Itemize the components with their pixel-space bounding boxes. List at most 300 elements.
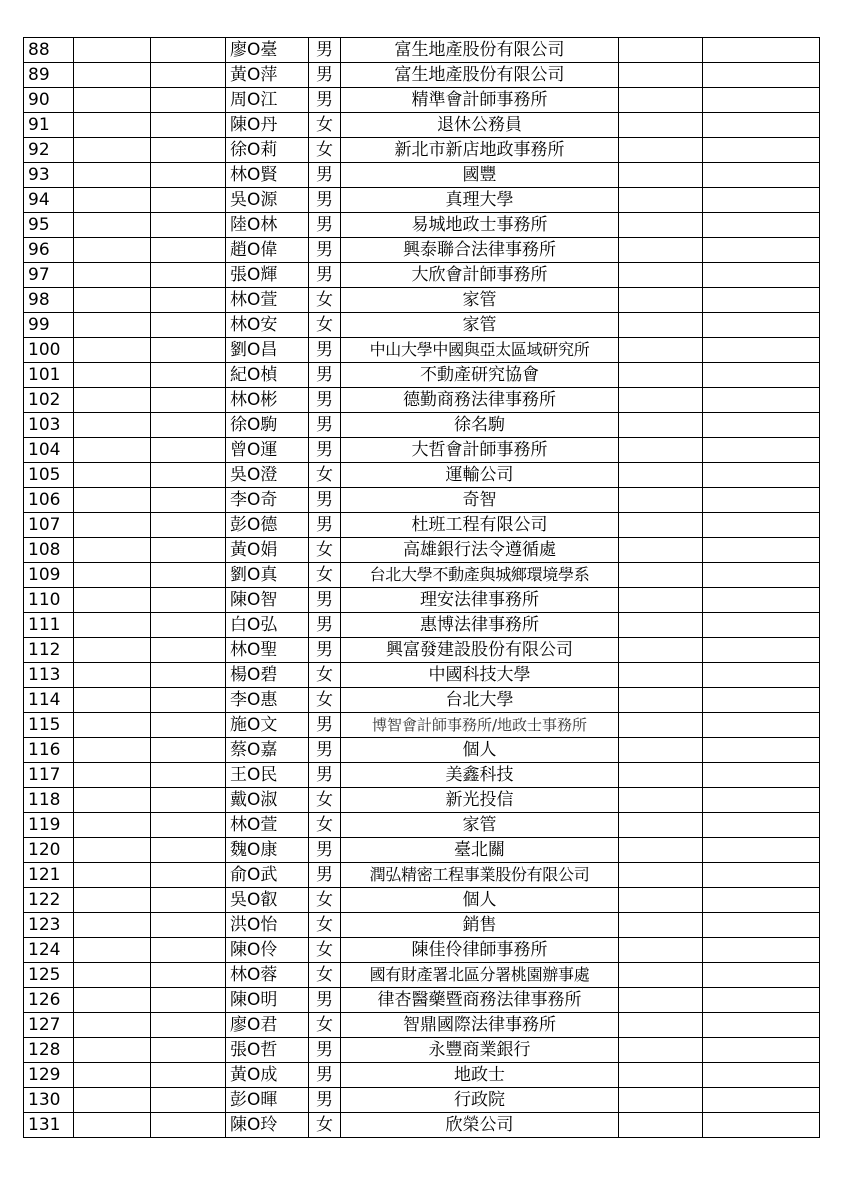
person-sex: 男 — [309, 413, 341, 438]
table-row — [24, 838, 820, 863]
row-number: 114 — [24, 688, 74, 713]
table-row — [24, 513, 820, 538]
blank-cell — [703, 913, 820, 938]
table-row — [24, 938, 820, 963]
blank-cell — [151, 263, 226, 288]
table-row — [24, 588, 820, 613]
person-organization: 奇智 — [341, 488, 619, 513]
table-row — [24, 763, 820, 788]
blank-cell — [703, 838, 820, 863]
blank-cell — [151, 363, 226, 388]
blank-cell — [619, 613, 703, 638]
person-organization: 新北市新店地政事務所 — [341, 138, 619, 163]
person-sex: 男 — [309, 88, 341, 113]
person-sex: 男 — [309, 738, 341, 763]
blank-cell — [74, 1113, 151, 1138]
table-row — [24, 438, 820, 463]
row-number: 131 — [24, 1113, 74, 1138]
person-sex: 女 — [309, 563, 341, 588]
table-row — [24, 138, 820, 163]
blank-cell — [619, 263, 703, 288]
person-name: 吳O源 — [226, 188, 309, 213]
blank-cell — [74, 838, 151, 863]
table-row — [24, 688, 820, 713]
blank-cell — [619, 1038, 703, 1063]
person-organization: 博智會計師事務所/地政士事務所 — [341, 713, 619, 738]
blank-cell — [619, 63, 703, 88]
table-row — [24, 88, 820, 113]
row-number: 117 — [24, 763, 74, 788]
person-organization: 興泰聯合法律事務所 — [341, 238, 619, 263]
person-name: 魏O康 — [226, 838, 309, 863]
blank-cell — [74, 388, 151, 413]
blank-cell — [74, 863, 151, 888]
blank-cell — [619, 763, 703, 788]
table-row — [24, 613, 820, 638]
person-sex: 男 — [309, 213, 341, 238]
table-row — [24, 38, 820, 63]
blank-cell — [619, 838, 703, 863]
table-row — [24, 738, 820, 763]
blank-cell — [703, 663, 820, 688]
person-organization: 台北大學 — [341, 688, 619, 713]
blank-cell — [703, 288, 820, 313]
person-name: 林O安 — [226, 313, 309, 338]
person-name: 劉O昌 — [226, 338, 309, 363]
person-sex: 女 — [309, 138, 341, 163]
person-organization: 富生地產股份有限公司 — [341, 38, 619, 63]
person-name: 楊O碧 — [226, 663, 309, 688]
blank-cell — [151, 188, 226, 213]
blank-cell — [151, 413, 226, 438]
row-number: 98 — [24, 288, 74, 313]
blank-cell — [151, 1113, 226, 1138]
blank-cell — [703, 163, 820, 188]
person-sex: 女 — [309, 663, 341, 688]
person-sex: 男 — [309, 163, 341, 188]
person-organization: 個人 — [341, 888, 619, 913]
row-number: 126 — [24, 988, 74, 1013]
blank-cell — [151, 63, 226, 88]
person-organization: 精準會計師事務所 — [341, 88, 619, 113]
row-number: 92 — [24, 138, 74, 163]
person-sex: 男 — [309, 263, 341, 288]
blank-cell — [74, 363, 151, 388]
row-number: 122 — [24, 888, 74, 913]
blank-cell — [619, 988, 703, 1013]
person-sex: 男 — [309, 438, 341, 463]
blank-cell — [151, 38, 226, 63]
person-organization: 新光投信 — [341, 788, 619, 813]
roster-body — [24, 38, 820, 1138]
person-sex: 男 — [309, 363, 341, 388]
blank-cell — [619, 488, 703, 513]
row-number: 127 — [24, 1013, 74, 1038]
table-row — [24, 188, 820, 213]
blank-cell — [74, 538, 151, 563]
blank-cell — [151, 763, 226, 788]
blank-cell — [74, 413, 151, 438]
blank-cell — [151, 213, 226, 238]
person-organization: 大哲會計師事務所 — [341, 438, 619, 463]
person-organization: 家管 — [341, 813, 619, 838]
blank-cell — [151, 613, 226, 638]
blank-cell — [151, 888, 226, 913]
row-number: 123 — [24, 913, 74, 938]
table-row — [24, 1063, 820, 1088]
blank-cell — [703, 88, 820, 113]
person-sex: 女 — [309, 538, 341, 563]
person-sex: 男 — [309, 1038, 341, 1063]
table-row — [24, 988, 820, 1013]
blank-cell — [74, 263, 151, 288]
blank-cell — [151, 738, 226, 763]
blank-cell — [703, 513, 820, 538]
blank-cell — [703, 388, 820, 413]
person-organization: 行政院 — [341, 1088, 619, 1113]
row-number: 110 — [24, 588, 74, 613]
table-row — [24, 963, 820, 988]
row-number: 99 — [24, 313, 74, 338]
blank-cell — [703, 638, 820, 663]
blank-cell — [619, 388, 703, 413]
row-number: 106 — [24, 488, 74, 513]
table-row — [24, 388, 820, 413]
blank-cell — [703, 213, 820, 238]
table-row — [24, 288, 820, 313]
blank-cell — [619, 213, 703, 238]
blank-cell — [151, 913, 226, 938]
blank-cell — [151, 1088, 226, 1113]
blank-cell — [619, 563, 703, 588]
person-organization: 中國科技大學 — [341, 663, 619, 688]
person-name: 廖O臺 — [226, 38, 309, 63]
blank-cell — [151, 563, 226, 588]
blank-cell — [619, 713, 703, 738]
row-number: 96 — [24, 238, 74, 263]
blank-cell — [74, 188, 151, 213]
blank-cell — [703, 188, 820, 213]
person-organization: 永豐商業銀行 — [341, 1038, 619, 1063]
row-number: 104 — [24, 438, 74, 463]
person-organization: 運輸公司 — [341, 463, 619, 488]
table-row — [24, 1088, 820, 1113]
row-number: 125 — [24, 963, 74, 988]
person-name: 黃O萍 — [226, 63, 309, 88]
blank-cell — [74, 1013, 151, 1038]
blank-cell — [619, 538, 703, 563]
row-number: 102 — [24, 388, 74, 413]
blank-cell — [703, 788, 820, 813]
person-sex: 男 — [309, 988, 341, 1013]
blank-cell — [74, 913, 151, 938]
blank-cell — [74, 163, 151, 188]
blank-cell — [151, 538, 226, 563]
person-name: 施O文 — [226, 713, 309, 738]
person-sex: 男 — [309, 1088, 341, 1113]
blank-cell — [74, 813, 151, 838]
table-row — [24, 1038, 820, 1063]
person-organization: 銷售 — [341, 913, 619, 938]
person-organization: 興富發建設股份有限公司 — [341, 638, 619, 663]
person-name: 趙O偉 — [226, 238, 309, 263]
person-name: 蔡O嘉 — [226, 738, 309, 763]
person-name: 張O哲 — [226, 1038, 309, 1063]
row-number: 108 — [24, 538, 74, 563]
person-name: 廖O君 — [226, 1013, 309, 1038]
person-sex: 女 — [309, 1013, 341, 1038]
blank-cell — [619, 1113, 703, 1138]
table-row — [24, 413, 820, 438]
table-row — [24, 213, 820, 238]
table-row — [24, 813, 820, 838]
blank-cell — [703, 463, 820, 488]
row-number: 93 — [24, 163, 74, 188]
blank-cell — [703, 1113, 820, 1138]
blank-cell — [619, 588, 703, 613]
blank-cell — [619, 463, 703, 488]
table-row — [24, 488, 820, 513]
person-name: 黃O成 — [226, 1063, 309, 1088]
blank-cell — [703, 238, 820, 263]
blank-cell — [74, 588, 151, 613]
blank-cell — [74, 88, 151, 113]
person-name: 陳O伶 — [226, 938, 309, 963]
blank-cell — [703, 363, 820, 388]
person-name: 王O民 — [226, 763, 309, 788]
roster-sheet — [23, 37, 820, 1138]
blank-cell — [619, 238, 703, 263]
blank-cell — [619, 863, 703, 888]
person-organization: 徐名駒 — [341, 413, 619, 438]
person-sex: 男 — [309, 838, 341, 863]
person-sex: 男 — [309, 38, 341, 63]
row-number: 101 — [24, 363, 74, 388]
person-organization: 國豐 — [341, 163, 619, 188]
person-sex: 女 — [309, 313, 341, 338]
blank-cell — [703, 1013, 820, 1038]
blank-cell — [619, 663, 703, 688]
person-organization: 潤弘精密工程事業股份有限公司 — [341, 863, 619, 888]
blank-cell — [151, 1038, 226, 1063]
person-organization: 家管 — [341, 313, 619, 338]
blank-cell — [74, 63, 151, 88]
blank-cell — [74, 313, 151, 338]
person-sex: 女 — [309, 788, 341, 813]
person-organization: 高雄銀行法令遵循處 — [341, 538, 619, 563]
row-number: 120 — [24, 838, 74, 863]
blank-cell — [703, 263, 820, 288]
row-number: 97 — [24, 263, 74, 288]
table-row — [24, 563, 820, 588]
person-name: 劉O真 — [226, 563, 309, 588]
blank-cell — [703, 688, 820, 713]
table-row — [24, 913, 820, 938]
person-name: 徐O莉 — [226, 138, 309, 163]
person-name: 林O聖 — [226, 638, 309, 663]
table-row — [24, 113, 820, 138]
person-sex: 女 — [309, 288, 341, 313]
person-sex: 男 — [309, 388, 341, 413]
blank-cell — [151, 113, 226, 138]
blank-cell — [703, 863, 820, 888]
blank-cell — [703, 1038, 820, 1063]
blank-cell — [619, 363, 703, 388]
person-name: 陳O丹 — [226, 113, 309, 138]
person-name: 林O萱 — [226, 813, 309, 838]
blank-cell — [151, 838, 226, 863]
blank-cell — [151, 288, 226, 313]
person-sex: 女 — [309, 1113, 341, 1138]
person-sex: 女 — [309, 888, 341, 913]
blank-cell — [619, 1013, 703, 1038]
table-row — [24, 538, 820, 563]
blank-cell — [74, 938, 151, 963]
blank-cell — [74, 463, 151, 488]
person-name: 吳O叡 — [226, 888, 309, 913]
blank-cell — [703, 413, 820, 438]
blank-cell — [703, 38, 820, 63]
person-organization: 律杏醫藥暨商務法律事務所 — [341, 988, 619, 1013]
row-number: 91 — [24, 113, 74, 138]
person-name: 彭O暉 — [226, 1088, 309, 1113]
blank-cell — [74, 613, 151, 638]
blank-cell — [74, 763, 151, 788]
blank-cell — [703, 338, 820, 363]
person-sex: 男 — [309, 763, 341, 788]
person-sex: 女 — [309, 913, 341, 938]
blank-cell — [74, 438, 151, 463]
blank-cell — [703, 813, 820, 838]
blank-cell — [619, 338, 703, 363]
blank-cell — [74, 738, 151, 763]
table-row — [24, 338, 820, 363]
blank-cell — [619, 113, 703, 138]
row-number: 109 — [24, 563, 74, 588]
person-sex: 男 — [309, 713, 341, 738]
table-row — [24, 638, 820, 663]
person-organization: 杜班工程有限公司 — [341, 513, 619, 538]
table-row — [24, 313, 820, 338]
blank-cell — [74, 1063, 151, 1088]
person-name: 白O弘 — [226, 613, 309, 638]
person-name: 周O江 — [226, 88, 309, 113]
person-sex: 男 — [309, 488, 341, 513]
person-organization: 個人 — [341, 738, 619, 763]
blank-cell — [619, 638, 703, 663]
blank-cell — [74, 988, 151, 1013]
blank-cell — [74, 638, 151, 663]
person-organization: 真理大學 — [341, 188, 619, 213]
person-organization: 臺北關 — [341, 838, 619, 863]
person-name: 李O惠 — [226, 688, 309, 713]
blank-cell — [619, 188, 703, 213]
blank-cell — [703, 63, 820, 88]
blank-cell — [151, 813, 226, 838]
row-number: 116 — [24, 738, 74, 763]
person-sex: 男 — [309, 238, 341, 263]
row-number: 107 — [24, 513, 74, 538]
blank-cell — [151, 463, 226, 488]
row-number: 115 — [24, 713, 74, 738]
table-row — [24, 238, 820, 263]
roster-table — [23, 37, 820, 1138]
blank-cell — [74, 238, 151, 263]
person-sex: 女 — [309, 688, 341, 713]
person-organization: 陳佳伶律師事務所 — [341, 938, 619, 963]
blank-cell — [619, 1063, 703, 1088]
row-number: 130 — [24, 1088, 74, 1113]
blank-cell — [151, 513, 226, 538]
blank-cell — [619, 888, 703, 913]
person-sex: 女 — [309, 463, 341, 488]
blank-cell — [703, 1063, 820, 1088]
blank-cell — [703, 988, 820, 1013]
person-sex: 男 — [309, 513, 341, 538]
blank-cell — [703, 763, 820, 788]
blank-cell — [619, 138, 703, 163]
person-organization: 台北大學不動產與城鄉環境學系 — [341, 563, 619, 588]
blank-cell — [74, 338, 151, 363]
blank-cell — [703, 138, 820, 163]
person-sex: 女 — [309, 963, 341, 988]
blank-cell — [151, 963, 226, 988]
person-name: 紀O楨 — [226, 363, 309, 388]
row-number: 105 — [24, 463, 74, 488]
person-sex: 女 — [309, 938, 341, 963]
blank-cell — [74, 1088, 151, 1113]
table-row — [24, 663, 820, 688]
blank-cell — [151, 88, 226, 113]
row-number: 119 — [24, 813, 74, 838]
person-sex: 男 — [309, 338, 341, 363]
blank-cell — [151, 638, 226, 663]
blank-cell — [619, 38, 703, 63]
person-organization: 中山大學中國與亞太區域研究所 — [341, 338, 619, 363]
blank-cell — [703, 588, 820, 613]
blank-cell — [74, 663, 151, 688]
person-name: 林O彬 — [226, 388, 309, 413]
blank-cell — [619, 913, 703, 938]
row-number: 100 — [24, 338, 74, 363]
table-row — [24, 463, 820, 488]
table-row — [24, 863, 820, 888]
blank-cell — [703, 713, 820, 738]
row-number: 89 — [24, 63, 74, 88]
blank-cell — [703, 563, 820, 588]
table-row — [24, 363, 820, 388]
person-organization: 地政士 — [341, 1063, 619, 1088]
table-row — [24, 1013, 820, 1038]
blank-cell — [619, 813, 703, 838]
person-name: 彭O德 — [226, 513, 309, 538]
blank-cell — [619, 438, 703, 463]
table-row — [24, 788, 820, 813]
blank-cell — [74, 38, 151, 63]
person-name: 林O賢 — [226, 163, 309, 188]
blank-cell — [703, 738, 820, 763]
table-row — [24, 888, 820, 913]
blank-cell — [151, 663, 226, 688]
row-number: 88 — [24, 38, 74, 63]
blank-cell — [151, 688, 226, 713]
person-organization: 德勤商務法律事務所 — [341, 388, 619, 413]
table-row — [24, 263, 820, 288]
blank-cell — [151, 788, 226, 813]
blank-cell — [619, 163, 703, 188]
blank-cell — [703, 438, 820, 463]
table-row — [24, 163, 820, 188]
